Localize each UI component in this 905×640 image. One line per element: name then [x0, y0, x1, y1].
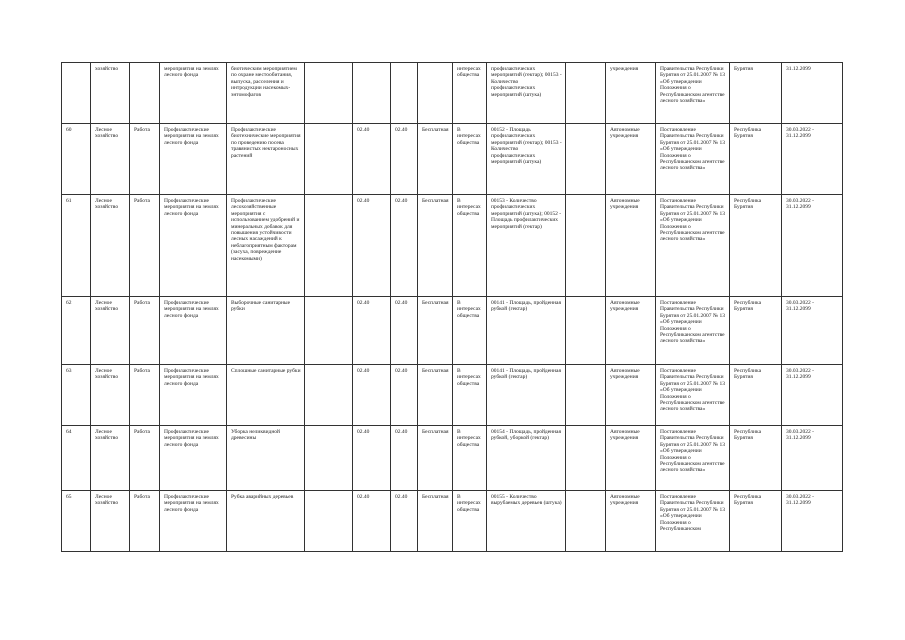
region-cell: Республика Бурятия	[730, 491, 782, 552]
row-number: 60	[62, 124, 91, 195]
code-cell: 02.40	[391, 365, 418, 426]
consumer-cell: интересах общества	[453, 63, 487, 124]
content-cell: Сплошные санитарные рубки	[227, 365, 305, 426]
sector-cell: Лесное хозяйство	[91, 195, 130, 297]
row-number: 64	[62, 426, 91, 491]
empty-cell	[566, 63, 606, 124]
basis-cell: Постановление Правительства Республики Бурятия от 25.01.2007 № 13 «Об утверждении Положения о Республиканском агентстве лесного хозяйства»	[656, 297, 730, 365]
code-cell: 02.40	[353, 195, 391, 297]
sector-cell: Лесное хозяйство	[91, 365, 130, 426]
period-cell: 30.03.2022 - 31.12.2099	[782, 124, 843, 195]
code-cell	[353, 63, 391, 124]
period-cell: 30.03.2022 - 31.12.2099	[782, 426, 843, 491]
empty-cell	[305, 365, 353, 426]
empty-cell	[305, 195, 353, 297]
table-row	[62, 426, 843, 491]
content-cell: Уборка неликвидной древесины	[227, 426, 305, 491]
content-cell: Выборочные санитарные рубки	[227, 297, 305, 365]
kind-cell: Работа	[130, 124, 160, 195]
kind-cell: Работа	[130, 491, 160, 552]
kind-cell: Работа	[130, 426, 160, 491]
period-cell: 30.03.2022 - 31.12.2099	[782, 297, 843, 365]
name-cell: Профилактические мероприятия на землях лесного фонда	[160, 195, 227, 297]
code-cell: 02.40	[391, 491, 418, 552]
payment-cell: Бесплатная	[418, 426, 453, 491]
row-number: 63	[62, 365, 91, 426]
consumer-cell: В интересах общества	[453, 491, 487, 552]
basis-cell: Постановление Правительства Республики Бурятия от 25.01.2007 № 13 «Об утверждении Положения о Республиканском агентстве лесного хозяйства»	[656, 124, 730, 195]
empty-cell	[566, 195, 606, 297]
payment-cell: Бесплатная	[418, 491, 453, 552]
region-cell: Республика Бурятия	[730, 297, 782, 365]
code-cell: 02.40	[391, 426, 418, 491]
sector-cell: Лесное хозяйство	[91, 297, 130, 365]
empty-cell	[566, 365, 606, 426]
institution-cell: Автономные учреждения	[606, 426, 656, 491]
table-row	[62, 297, 843, 365]
code-cell: 02.40	[391, 297, 418, 365]
indicator-cell: 00152 - Площадь профилактических мероприятий (гектар); 00153 - Количество профилактических мероприятий (штука)	[487, 124, 566, 195]
table-row	[62, 195, 843, 297]
consumer-cell: В интересах общества	[453, 365, 487, 426]
table-row	[62, 365, 843, 426]
empty-cell	[566, 297, 606, 365]
content-cell: Рубка аварийных деревьев	[227, 491, 305, 552]
content-cell: Профилактические лесохозяйственные мероприятия с использованием удобрений и минеральных добавок для повышения устойчивости лесных насаждений к неблагоприятным факторам (засуха, повреждение насекомыми)	[227, 195, 305, 297]
empty-cell	[305, 63, 353, 124]
name-cell: мероприятия на землях лесного фонда	[160, 63, 227, 124]
name-cell: Профилактические мероприятия на землях лесного фонда	[160, 426, 227, 491]
region-cell: Бурятия	[730, 63, 782, 124]
empty-cell	[566, 426, 606, 491]
period-cell: 30.03.2022 - 31.12.2099	[782, 365, 843, 426]
name-cell: Профилактические мероприятия на землях лесного фонда	[160, 365, 227, 426]
code-cell: 02.40	[353, 426, 391, 491]
indicator-cell: 00153 - Количество профилактических мероприятий (штука); 00152 - Площадь профилактических мероприятий (гектар)	[487, 195, 566, 297]
payment-cell	[418, 63, 453, 124]
region-cell: Республика Бурятия	[730, 426, 782, 491]
content-cell: Профилактические биотехнические мероприятия по проведению посева травянистых нектароносных растений	[227, 124, 305, 195]
consumer-cell: В интересах общества	[453, 195, 487, 297]
table-row	[62, 124, 843, 195]
institution-cell: учреждения	[606, 63, 656, 124]
period-cell: 31.12.2099	[782, 63, 843, 124]
basis-cell: Постановление Правительства Республики Бурятия от 25.01.2007 № 13 «Об утверждении Положения о Республиканском	[656, 491, 730, 552]
row-number: 62	[62, 297, 91, 365]
table-row	[62, 63, 843, 124]
name-cell: Профилактические мероприятия на землях лесного фонда	[160, 297, 227, 365]
consumer-cell: В интересах общества	[453, 124, 487, 195]
row-number: 65	[62, 491, 91, 552]
table-row	[62, 491, 843, 552]
code-cell: 02.40	[353, 124, 391, 195]
consumer-cell: В интересах общества	[453, 426, 487, 491]
payment-cell: Бесплатная	[418, 297, 453, 365]
kind-cell: Работа	[130, 365, 160, 426]
name-cell: Профилактические мероприятия на землях лесного фонда	[160, 124, 227, 195]
payment-cell: Бесплатная	[418, 124, 453, 195]
basis-cell: Правительства Республики Бурятия от 25.01.2007 № 13 «Об утверждении Положения о Республиканском агентстве лесного хозяйства»	[656, 63, 730, 124]
indicator-cell: 00154 - Площадь, пройденная рубкой, уборкой (гектар)	[487, 426, 566, 491]
region-cell: Республика Бурятия	[730, 124, 782, 195]
row-number: 61	[62, 195, 91, 297]
empty-cell	[305, 297, 353, 365]
indicator-cell: 00141 - Площадь, пройденная рубкой (гектар)	[487, 365, 566, 426]
basis-cell: Постановление Правительства Республики Бурятия от 25.01.2007 № 13 «Об утверждении Положения о Республиканском агентстве лесного хозяйства»	[656, 426, 730, 491]
sector-cell: Лесное хозяйство	[91, 124, 130, 195]
basis-cell: Постановление Правительства Республики Бурятия от 25.01.2007 № 13 «Об утверждении Положения о Республиканском агентстве лесного хозяйства»	[656, 365, 730, 426]
indicator-cell: 00141 - Площадь, пройденная рубкой (гектар)	[487, 297, 566, 365]
institution-cell: Автономные учреждения	[606, 297, 656, 365]
sector-cell: Лесное хозяйство	[91, 426, 130, 491]
empty-cell	[305, 491, 353, 552]
table-body	[62, 63, 843, 552]
sector-cell: хозяйство	[91, 63, 130, 124]
empty-cell	[566, 124, 606, 195]
consumer-cell: В интересах общества	[453, 297, 487, 365]
institution-cell: Автономные учреждения	[606, 491, 656, 552]
kind-cell: Работа	[130, 195, 160, 297]
indicator-cell: 00155 - Количество вырубаемых деревьев (штука)	[487, 491, 566, 552]
region-cell: Республика Бурятия	[730, 195, 782, 297]
period-cell: 30.03.2022 - 31.12.2099	[782, 491, 843, 552]
empty-cell	[305, 426, 353, 491]
kind-cell	[130, 63, 160, 124]
code-cell: 02.40	[391, 195, 418, 297]
indicator-cell: профилактических мероприятий (гектар); 00153 - Количество профилактических мероприятий (штука)	[487, 63, 566, 124]
institution-cell: Автономные учреждения	[606, 124, 656, 195]
period-cell: 30.03.2022 - 31.12.2099	[782, 195, 843, 297]
row-number	[62, 63, 91, 124]
code-cell: 02.40	[391, 124, 418, 195]
registry-table	[61, 62, 843, 552]
code-cell: 02.40	[353, 491, 391, 552]
region-cell: Республика Бурятия	[730, 365, 782, 426]
kind-cell: Работа	[130, 297, 160, 365]
basis-cell: Постановление Правительства Республики Бурятия от 25.01.2007 № 13 «Об утверждении Положения о Республиканском агентстве лесного хозяйства»	[656, 195, 730, 297]
sector-cell: Лесное хозяйство	[91, 491, 130, 552]
institution-cell: Автономные учреждения	[606, 365, 656, 426]
code-cell	[391, 63, 418, 124]
name-cell: Профилактические мероприятия на землях лесного фонда	[160, 491, 227, 552]
payment-cell: Бесплатная	[418, 365, 453, 426]
payment-cell: Бесплатная	[418, 195, 453, 297]
institution-cell: Автономные учреждения	[606, 195, 656, 297]
code-cell: 02.40	[353, 297, 391, 365]
content-cell: биотическим мероприятием по охране местообитания, выпуска, расселения и интродукции насекомых-энтомофагов	[227, 63, 305, 124]
empty-cell	[566, 491, 606, 552]
code-cell: 02.40	[353, 365, 391, 426]
empty-cell	[305, 124, 353, 195]
